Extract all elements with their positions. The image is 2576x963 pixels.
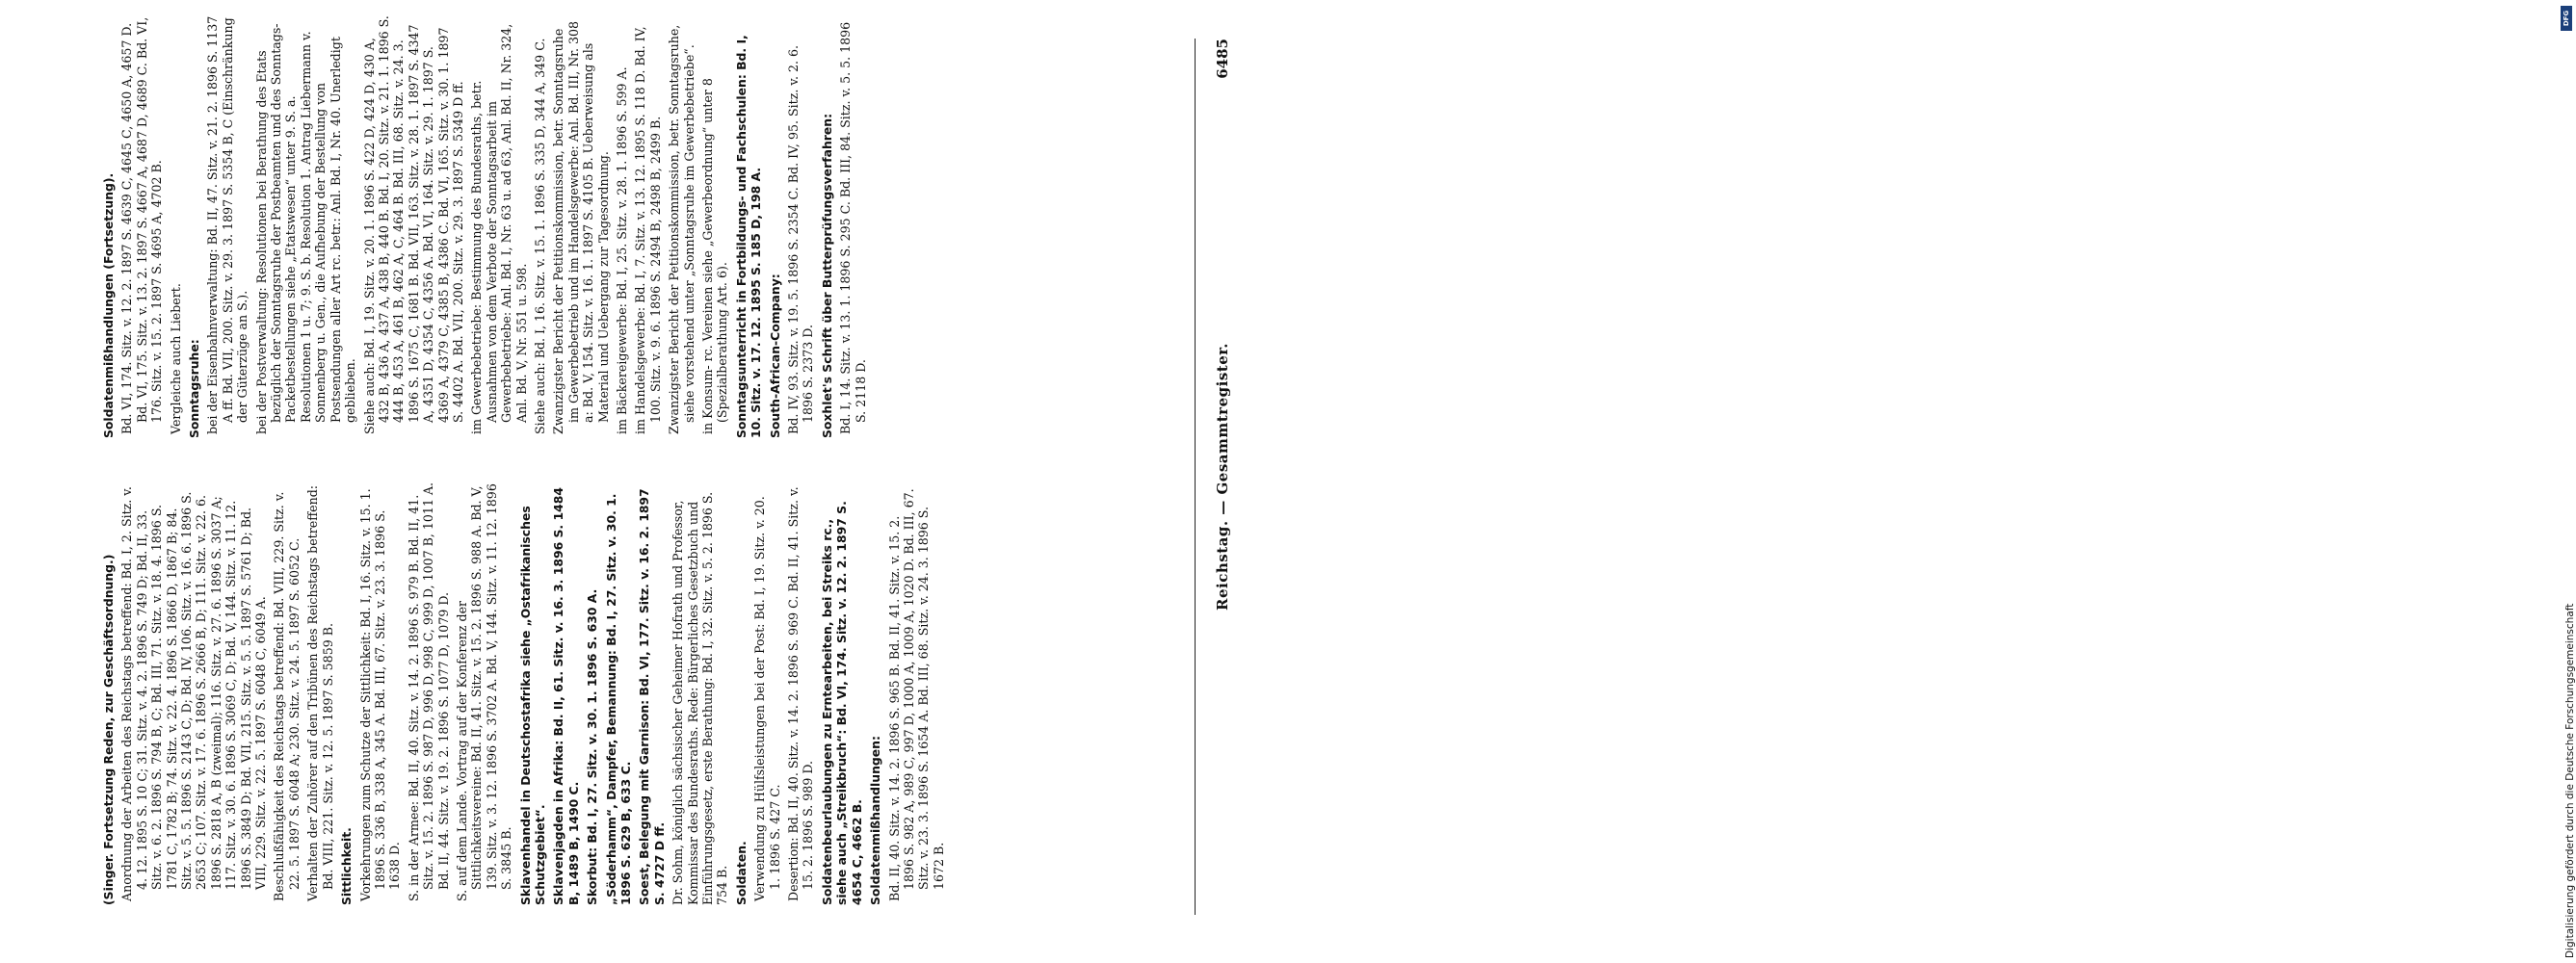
index-entry: Verwendung zu Hülfsleistungen bei der Post: Bd. I, 19. Sitz. v. 20. 1. 1896 S. 427 C. xyxy=(752,496,782,901)
index-entry: Soldatenmißhandlungen: xyxy=(868,736,883,905)
dfg-credit-text: Digitalisierung gefördert durch die Deutsche Forschungsgemeinschaft xyxy=(2564,603,2576,958)
index-entry: Sklavenjagden in Afrika: Bd. II, 61. Sitz. v. 16. 3. 1896 S. 1484 B, 1489 B, 1490 C. xyxy=(551,487,581,905)
index-entry: Dr. Sohm, königlich sächsischer Geheimer Hofrath und Professor, Kommissar des Bundesraths. Rede: Bürgerliches Gesetzbuch und Einführungsgesetz, erste Berathung: Bd. I, 32. Sitz. v. 5. 2. 1896 S. 754 B. xyxy=(670,491,730,905)
index-entry: Soxhlet's Schrift über Butterprüfungsverfahren: xyxy=(819,113,834,438)
index-entry: S. in der Armee: Bd. II, 40. Sitz. v. 14. 2. 1896 S. 979 B. Bd. II, 41. Sitz. v. 15. 2. 1896 S. 987 D, 996 D, 998 C, 999 D, 1007 B, 1011 A. Bd. II, 44. Sitz. v. 19. 2. 1896 S. 1077 D, 1079 D. xyxy=(406,482,451,901)
index-entry: Sittlichkeit. xyxy=(339,827,355,905)
index-entry: Verhalten der Zuhörer auf den Tribünen des Reichstags betreffend: Bd. VIII, 221. Sitz. v. 12. 5. 1897 S. 5859 B. xyxy=(305,484,335,901)
page-number: 6485 xyxy=(1214,39,1231,79)
index-entry: Bd. IV, 93. Sitz. v. 19. 5. 1896 S. 2354 C. Bd. IV, 95. Sitz. v. 2. 6. 1896 S. 2373 D. xyxy=(786,45,816,434)
index-entry: Vergleiche auch Liebert. xyxy=(168,283,183,434)
index-entry: im Bäckereigewerbe: Bd. I, 25. Sitz. v. 28. 1. 1896 S. 599 A. xyxy=(615,66,629,434)
page-title: Reichstag. — Gesammtregister. xyxy=(1214,343,1231,611)
index-entry: Skorbut: Bd. I, 27. Sitz. v. 30. 1. 1896 S. 630 A. xyxy=(585,588,600,905)
index-entry: Desertion: Bd. II, 40. Sitz. v. 14. 2. 1896 S. 969 C. Bd. II, 41. Sitz. v. 15. 2. 1896 S. 989 D. xyxy=(786,486,816,901)
page-header xyxy=(1214,39,1243,915)
index-entry: Sklavenhandel in Deutschostafrika siehe „Ostafrikanisches Schutzgebiet“. xyxy=(517,506,547,905)
right-column xyxy=(101,14,1180,438)
index-entry: S. auf dem Lande. Vortrag auf der Konferenz der Sittlichkeitsvereine: Bd. II, 41. Sitz. v. 15. 2. 1896 S. 988 A. Bd. V, 139. Sitz. v. 3. 12. 1896 S. 3702 A. Bd. V, 144. Sitz. v. 11. 12. 1896 S. 3845 B. xyxy=(454,483,514,901)
index-entry: „Söderhamm“, Dampfer, Bemannung: Bd. I, 27. Sitz. v. 30. 1. 1896 S. 629 B, 633 C. xyxy=(603,493,633,905)
index-entry: Zwanzigster Bericht der Petitionskommission, betr. Sonntagsruhe, siehe vorstehend unter „Sonntagsruhe im Gewerbebetriebe“. xyxy=(667,24,697,434)
index-entry: Siehe auch: Bd. I, 16. Sitz. v. 15. 1. 1896 S. 335 D, 344 A, 349 C. xyxy=(532,38,547,434)
index-entry: (Singer. Fortsetzung Reden, zur Geschäftsordnung.) xyxy=(101,554,116,905)
index-entry: bei der Eisenbahnverwaltung: Bd. II, 47. Sitz. v. 21. 2. 1896 S. 1137 A ff. Bd. VII, 200. Sitz. v. 29. 3. 1897 S. 5354 B, C (Einschränkung der Güterzüge an S.). xyxy=(205,15,250,434)
index-entry: Sonntagsunterricht in Fortbildungs- und Fachschulen: Bd. I, 10. Sitz. v. 17. 12. 1895 S. 185 D, 198 A. xyxy=(733,35,764,438)
dfg-sidebar xyxy=(1272,0,2576,963)
left-column xyxy=(101,482,1180,905)
index-entry: Siehe auch: Bd. I, 19. Sitz. v. 20. 1. 1896 S. 422 D, 424 D, 430 A, 432 B, 436 A, 437 A, 438 B, 440 B. Bd. I, 20. Sitz. v. 21. 1. 1896 S. 444 B, 453 A, 461 B, 462 A, C, 464 B. Bd. III, 68. Sitz. v. 24. 3. 1896 S. 1675 C, 1681 B. Bd. VII, 163. Sitz. v. 28. 1. 1897 S. 4347 A, 4351 D, 4354 C, 4356 A. Bd. VI, 164. Sitz. v. 29. 1. 1897 S. 4369 A, 4379 C, 4385 B, 4386 C. Bd. VI, 165. Sitz. v. 30. 1. 1897 S. 4402 A. Bd. VII, 200. Sitz. v. 29. 3. 1897 S. 5349 D ff. xyxy=(361,15,465,434)
index-entry: in Konsum- rc. Vereinen siehe „Gewerbeordnung“ unter 8 (Spezialberathung Art. 6). xyxy=(700,78,730,434)
index-entry: Soldaten. xyxy=(733,841,749,905)
index-entry: Anordnung der Arbeiten des Reichstags betreffend: Bd. I, 2. Sitz. v. 4. 12. 1895 S. 10 C; 31. Sitz. v. 4. 2. 1896 S. 749 D; Bd. II, 33. Sitz. v. 6. 2. 1896 S. 794 B, C; Bd. III, 71. Sitz. v. 18. 4. 1896 S. 1781 C, 1782 B; 74. Sitz. v. 22. 4. 1896 S. 1866 D, 1867 B; 84. Sitz. v. 5. 5. 1896 S. 2143 C, D; Bd. IV, 106. Sitz. v. 16. 6. 1896 S. 2653 C; 107. Sitz. v. 17. 6. 1896 S. 2666 B, D; 111. Sitz. v. 22. 6. 1896 S. 2818 A, B (zweimal); 116. Sitz. v. 27. 6. 1896 S. 3037 A; 117. Sitz. v. 30. 6. 1896 S. 3069 C, D; Bd. V, 144. Sitz. v. 11. 12. 1896 S. 3849 D; Bd. VII, 215. Sitz. v. 5. 5. 1897 S. 5761 D; Bd. VIII, 229. Sitz. v. 22. 5. 1897 S. 6048 C, 6049 A. xyxy=(119,486,269,901)
header-rule xyxy=(1195,39,1196,915)
index-entry: Zwanzigster Bericht der Petitionskommission, betr. Sonntagsruhe im Gewerbebetrieb und im Handelsgewerbe: Anl. Bd. III, Nr. 308 a: Bd. V, 154. Sitz. v. 16. 1. 1897 S. 4105 B. Ueberweisung als Material und Uebergang zur Tagesordnung. xyxy=(551,21,611,434)
index-entry: Bd. II, 40. Sitz. v. 14. 2. 1896 S. 965 B. Bd. II, 41. Sitz. v. 15. 2. 1896 S. 982 A, 989 C, 997 D, 1000 A, 1009 A, 1020 D. Bd. III, 67. Sitz. v. 23. 3. 1896 S. 1654 A. Bd. III, 68. Sitz. v. 24. 3. 1896 S. 1672 B. xyxy=(886,488,946,901)
index-entry: Beschlußfähigkeit des Reichstags betreffend: Bd. VIII, 229. Sitz. v. 22. 5. 1897 S. 6048 A; 230. Sitz. v. 24. 5. 1897 S. 6052 C. xyxy=(272,491,302,901)
index-entry: bei der Postverwaltung: Resolutionen bei Berathung des Etats bezüglich der Sonntagsruhe der Postbeamten und des Sonntags-Packetbestellungen siehe „Etatswesen“ unter 9. S. a. Resolutionen 1 u. 7; 9. S. b. Resolution 1. Antrag Liebermann v. Sonnenberg u. Gen., die Aufhebung der Bestellung von Postsendungen aller Art rc. betr.: Anl. Bd. I, Nr. 40. Unerledigt geblieben. xyxy=(253,23,358,434)
index-entry: Bd. VI, 174. Sitz. v. 12. 2. 1897 S. 4639 C, 4645 C, 4650 A, 4657 D. Bd. VI, 175. Sitz. v. 13. 2. 1897 S. 4667 A, 4687 D, 4689 C. Bd. VI, 176. Sitz. v. 15. 2. 1897 S. 4695 A, 4702 B. xyxy=(119,16,165,434)
dfg-logo: DFG xyxy=(2561,6,2572,31)
index-entry: im Gewerbebetriebe: Bestimmung des Bundesraths, betr. Ausnahmen von dem Verbote der Sonntagsarbeit im Gewerbebetriebe: Anl. Bd. I, Nr. 63 u. ad 63, Anl. Bd. II, Nr. 324, Anl. Bd. V, Nr. 551 u. 598. xyxy=(469,23,529,434)
index-entry: Vorkehrungen zum Schutze der Sittlichkeit: Bd. I, 16. Sitz. v. 15. 1. 1896 S. 336 B, 338 A, 345 A. Bd. III, 67. Sitz. v. 23. 3. 1896 S. 1638 D. xyxy=(357,488,403,901)
index-entry: im Handelsgewerbe: Bd. I, 7. Sitz. v. 13. 12. 1895 S. 118 D. Bd. IV, 100. Sitz. v. 9. 6. 1896 S. 2494 B, 2498 B, 2499 B. xyxy=(633,26,663,434)
index-entry: South-African-Company: xyxy=(767,273,782,438)
index-entry: Soest, Belegung mit Garnison: Bd. VI, 177. Sitz. v. 16. 2. 1897 S. 4727 D ff. xyxy=(637,488,667,905)
index-entry: Sonntagsruhe: xyxy=(187,339,202,438)
index-entry: Bd. I, 14. Sitz. v. 13. 1. 1896 S. 295 C. Bd. III, 84. Sitz. v. 5. 5. 1896 S. 2118 D. xyxy=(838,21,868,434)
index-entry: Soldatenbeurlaubungen zu Erntearbeiten, bei Streiks rc., siehe auch „Streikbruch“: Bd. VI, 174. Sitz. v. 12. 2. 1897 S. 4654 C, 4662 B. xyxy=(819,501,864,905)
index-entry: Soldatenmißhandlungen (Fortsetzung). xyxy=(101,172,116,438)
